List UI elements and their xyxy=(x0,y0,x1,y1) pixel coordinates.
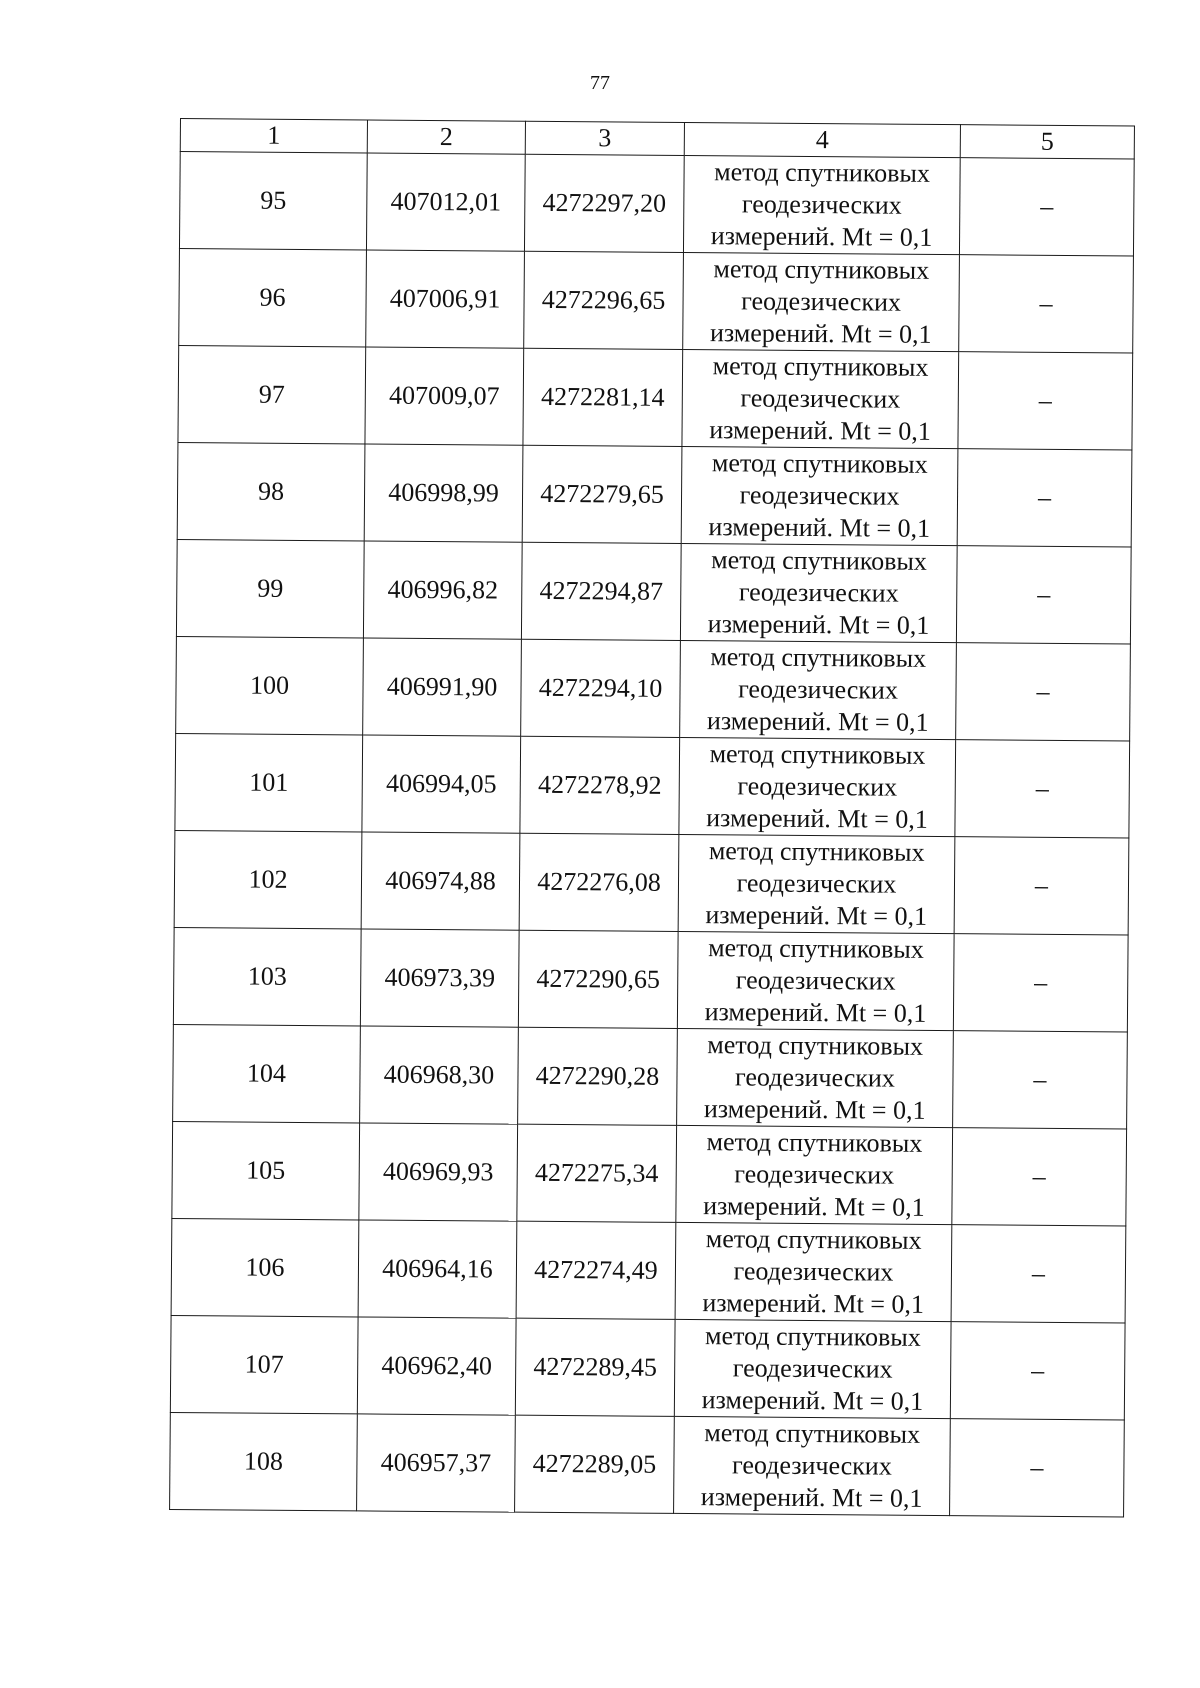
x-coordinate-cell: 406996,82 xyxy=(363,541,522,639)
y-coordinate-cell: 4272281,14 xyxy=(523,348,683,446)
note-cell: – xyxy=(956,546,1131,644)
method-cell: метод спутниковых геодезических измерений. Mt = 0,1 xyxy=(683,155,960,254)
point-number-cell: 106 xyxy=(171,1218,359,1316)
y-coordinate-cell: 4272290,28 xyxy=(518,1027,678,1125)
x-coordinate-cell: 406994,05 xyxy=(362,735,521,833)
method-cell: метод спутниковых геодезических измерений. Mt = 0,1 xyxy=(679,737,956,836)
method-cell: метод спутниковых геодезических измерений. Mt = 0,1 xyxy=(680,543,957,642)
y-coordinate-cell: 4272289,45 xyxy=(515,1318,675,1416)
x-coordinate-cell: 407006,91 xyxy=(366,250,525,348)
x-coordinate-cell: 407012,01 xyxy=(366,153,525,251)
note-cell: – xyxy=(956,643,1131,741)
y-coordinate-cell: 4272275,34 xyxy=(517,1124,677,1222)
note-cell: – xyxy=(955,740,1130,838)
note-cell: – xyxy=(959,158,1134,256)
point-number-cell: 104 xyxy=(173,1024,361,1122)
y-coordinate-cell: 4272296,65 xyxy=(524,251,684,349)
note-cell: – xyxy=(958,352,1133,450)
note-cell: – xyxy=(952,1128,1127,1226)
table-row xyxy=(170,1412,1125,1516)
note-cell: – xyxy=(951,1225,1126,1323)
point-number-cell: 96 xyxy=(179,248,367,346)
point-number-cell: 99 xyxy=(176,539,364,637)
note-cell: – xyxy=(959,255,1134,353)
x-coordinate-cell: 406998,99 xyxy=(364,444,523,542)
point-number-cell: 98 xyxy=(177,442,365,540)
x-coordinate-cell: 406969,93 xyxy=(359,1123,518,1221)
note-cell: – xyxy=(953,1031,1128,1129)
point-number-cell: 101 xyxy=(175,733,363,831)
point-number-cell: 107 xyxy=(170,1315,358,1413)
method-cell: метод спутниковых геодезических измерений. Mt = 0,1 xyxy=(674,1319,951,1418)
y-coordinate-cell: 4272276,08 xyxy=(519,833,679,931)
x-coordinate-cell: 406957,37 xyxy=(357,1414,516,1512)
x-coordinate-cell: 407009,07 xyxy=(365,347,524,445)
table-row xyxy=(177,442,1132,546)
x-coordinate-cell: 406991,90 xyxy=(363,638,522,736)
table-row xyxy=(176,539,1131,643)
method-cell: метод спутниковых геодезических измерений. Mt = 0,1 xyxy=(677,931,954,1030)
x-coordinate-cell: 406973,39 xyxy=(360,929,519,1027)
column-header-1: 1 xyxy=(180,119,367,153)
note-cell: – xyxy=(954,837,1129,935)
note-cell: – xyxy=(950,1419,1125,1517)
column-header-5: 5 xyxy=(960,125,1134,159)
method-cell: метод спутниковых геодезических измерений. Mt = 0,1 xyxy=(674,1416,951,1515)
table-row xyxy=(175,733,1130,837)
method-cell: метод спутниковых геодезических измерений. Mt = 0,1 xyxy=(677,1028,954,1127)
method-cell: метод спутниковых геодезических измерений. Mt = 0,1 xyxy=(682,349,959,448)
table-row xyxy=(173,1024,1128,1128)
method-cell: метод спутниковых геодезических измерений. Mt = 0,1 xyxy=(675,1222,952,1321)
y-coordinate-cell: 4272278,92 xyxy=(520,736,680,834)
note-cell: – xyxy=(950,1322,1125,1420)
point-number-cell: 100 xyxy=(176,636,364,734)
page-number: 77 xyxy=(590,72,610,94)
column-header-3: 3 xyxy=(525,121,684,155)
x-coordinate-cell: 406964,16 xyxy=(358,1220,517,1318)
table-body xyxy=(170,152,1135,1517)
x-coordinate-cell: 406968,30 xyxy=(360,1026,519,1124)
table-row xyxy=(170,1315,1125,1419)
y-coordinate-cell: 4272274,49 xyxy=(516,1221,676,1319)
method-cell: метод спутниковых геодезических измерений. Mt = 0,1 xyxy=(678,834,955,933)
table-row xyxy=(179,248,1134,352)
table-row xyxy=(172,1121,1127,1225)
method-cell: метод спутниковых геодезических измерений. Mt = 0,1 xyxy=(681,446,958,545)
table-row xyxy=(176,636,1131,740)
note-cell: – xyxy=(957,449,1132,547)
table-row xyxy=(178,345,1133,449)
note-cell: – xyxy=(953,934,1128,1032)
y-coordinate-cell: 4272290,65 xyxy=(518,930,678,1028)
point-number-cell: 95 xyxy=(179,152,367,250)
y-coordinate-cell: 4272297,20 xyxy=(524,154,684,252)
column-header-2: 2 xyxy=(367,120,525,154)
x-coordinate-cell: 406974,88 xyxy=(361,832,520,930)
column-header-4: 4 xyxy=(684,122,960,157)
method-cell: метод спутниковых геодезических измерений. Mt = 0,1 xyxy=(683,252,960,351)
point-number-cell: 108 xyxy=(170,1412,358,1510)
y-coordinate-cell: 4272294,10 xyxy=(521,639,681,737)
y-coordinate-cell: 4272294,87 xyxy=(521,542,681,640)
point-number-cell: 103 xyxy=(173,927,361,1025)
table-row xyxy=(171,1218,1126,1322)
table-row xyxy=(179,152,1134,256)
coordinates-table xyxy=(169,118,1135,1517)
y-coordinate-cell: 4272289,05 xyxy=(515,1415,675,1513)
x-coordinate-cell: 406962,40 xyxy=(357,1317,516,1415)
y-coordinate-cell: 4272279,65 xyxy=(522,445,682,543)
method-cell: метод спутниковых геодезических измерений. Mt = 0,1 xyxy=(676,1125,953,1224)
table-row xyxy=(173,927,1128,1031)
point-number-cell: 102 xyxy=(174,830,362,928)
point-number-cell: 97 xyxy=(178,345,366,443)
point-number-cell: 105 xyxy=(172,1121,360,1219)
method-cell: метод спутниковых геодезических измерений. Mt = 0,1 xyxy=(680,640,957,739)
table-row xyxy=(174,830,1129,934)
